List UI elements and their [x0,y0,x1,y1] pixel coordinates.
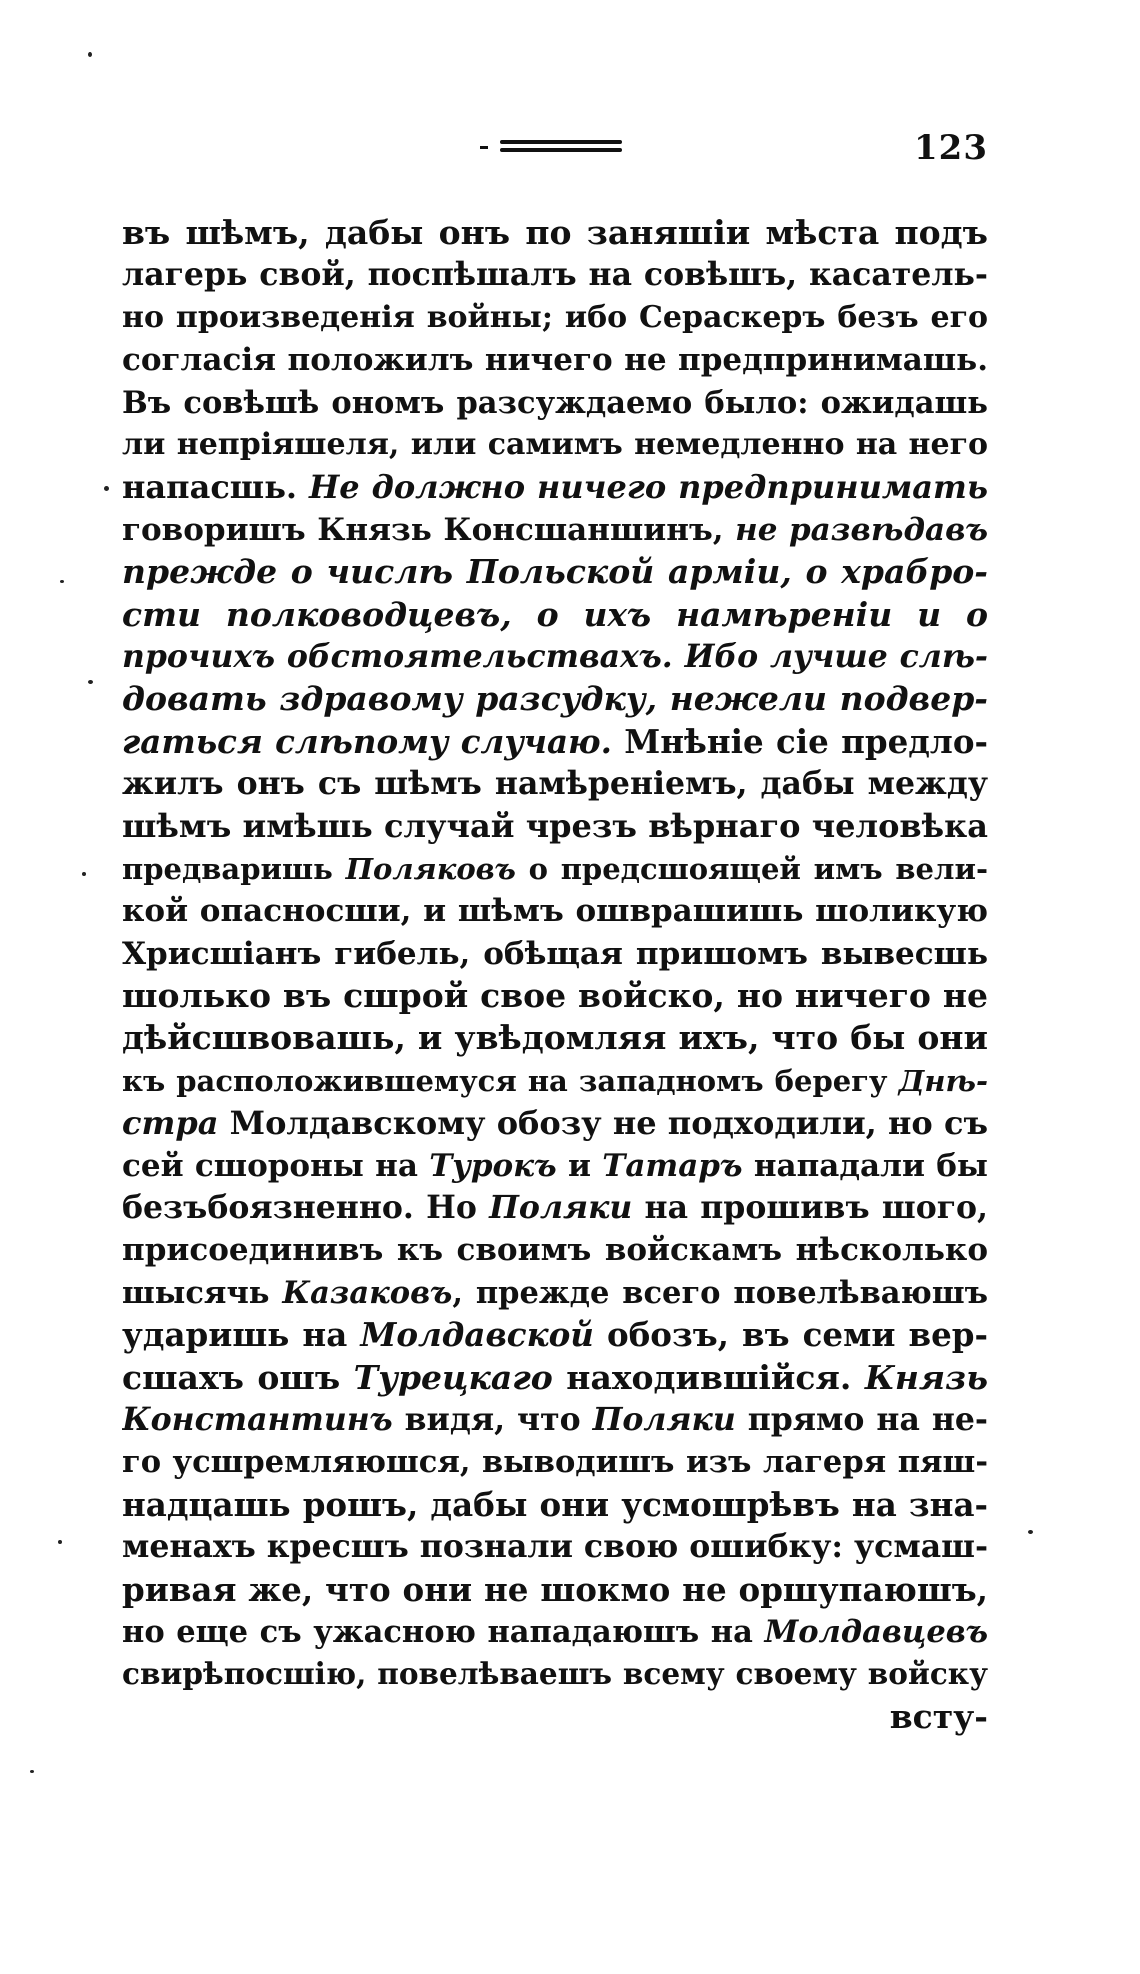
italic-text-run: Молдавской [360,1315,594,1355]
text-run: но произведенія войны; ибо Сераскеръ безъ его [122,299,988,335]
text-line [122,1569,988,1611]
text-run: но еще съ ужасною нападаюшъ на [122,1613,765,1650]
catchword: всту- [889,1696,988,1736]
text-run: дѣйсшвовашь, и увѣдомляя ихъ, что бы они [122,1018,988,1058]
text-line [122,890,988,932]
text-run: ривая же, что они не шокмо не оршупаюшъ, [122,1569,988,1609]
text-line [122,1441,988,1483]
text-line [122,297,988,339]
text-run: кой опасносши, и шѣмъ ошврашишь шоликую [122,893,988,930]
text-line [122,1272,988,1314]
page-header [0,128,1140,168]
italic-text-run: Поляковъ [345,851,516,886]
text-line [122,1017,988,1059]
text-run: , прежде всего повелѣваюшъ [452,1274,988,1311]
text-run: менахъ кресшъ познали свою ошибку: усмаш- [122,1528,988,1566]
page-number: 123 [914,128,988,168]
text-run: нападали бы [742,1147,988,1184]
text-run: надцашь рошъ, дабы они усмошрѣвъ на зна- [122,1484,988,1524]
text-run: сшахъ ошъ [122,1357,354,1397]
margin-speck [88,52,92,57]
text-line [122,254,988,296]
italic-text-run: гаться слѣпому случаю. [122,721,612,761]
text-run: шолько въ сшрой свое войско, но ничего не [122,976,988,1016]
text-run: въ шѣмъ, дабы онъ по заняшіи мѣста подъ [122,213,988,252]
text-run: сей сшороны на [122,1147,430,1184]
header-ornament-rule [500,140,622,154]
text-run: лагерь свой, поспѣшалъ на совѣшъ, касатель- [122,256,988,294]
text-run: говоришъ Князь Консшаншинъ, [122,511,736,548]
text-line [122,805,988,847]
text-line [122,551,988,593]
italic-text-run: сти полководцевъ, о ихъ намѣреніи и о [122,594,988,634]
italic-text-run: Не должно ничего предпринимать [309,468,988,507]
text-line [122,1145,988,1187]
text-line [122,1526,988,1568]
text-line [122,424,988,466]
margin-speck [60,580,64,583]
italic-text-run: довать здравому разсудку, нежели подвер- [122,679,988,719]
text-line [122,1102,988,1144]
text-run: ударишь на [122,1315,361,1355]
text-run: предваришь [122,851,346,886]
text-line [122,678,988,720]
text-run: и [556,1147,603,1184]
text-line [122,466,988,508]
italic-text-run: прочихъ обстоятельствахъ. Ибо лучше слѣ- [122,637,988,675]
margin-speck [58,1540,62,1544]
italic-text-run: прежде о числѣ Польской арміи, о храбро- [122,552,988,592]
text-run: жилъ онъ съ шѣмъ намѣреніемъ, дабы между [122,765,988,803]
text-line [122,509,988,551]
margin-speck [88,680,93,684]
text-run: Въ совѣшѣ ономъ разсуждаемо было: ожидашь [122,384,988,421]
text-run: находившійся. [552,1357,865,1397]
italic-text-run: Константинъ [122,1400,393,1438]
text-line [122,933,988,975]
italic-text-run: Днѣ- [898,1063,988,1098]
text-run: на прошивъ шого, [632,1188,988,1226]
text-run: прямо на не- [735,1400,988,1438]
text-line [122,1399,988,1441]
text-line [122,636,988,678]
italic-text-run: Татаръ [602,1147,743,1184]
italic-text-run: Турецкаго [353,1357,553,1397]
text-line [122,975,988,1017]
italic-text-run: Молдавцевъ [764,1613,988,1650]
text-line [122,1611,988,1653]
text-run: безъбоязненно. Но [122,1188,490,1226]
text-line [122,1187,988,1229]
italic-text-run: Князь [864,1357,988,1397]
text-run: го усшремляюшся, выводишъ изъ лагеря пяш- [122,1444,988,1481]
text-run: обозъ, въ семи вер- [593,1315,988,1355]
text-run: о предсшоящей имъ вели- [515,851,988,886]
text-run: присоединивъ къ своимъ войскамъ нѣсколько [122,1232,988,1269]
text-run: видя, что [392,1400,593,1438]
text-line [122,1357,988,1399]
italic-text-run: не развѣдавъ [735,511,988,548]
text-run: свирѣпосшію, повелѣваешъ всему своему войску [122,1656,988,1692]
text-line [122,1060,988,1102]
text-run: шысячь [122,1274,283,1311]
text-line [122,721,988,763]
margin-speck [82,872,86,876]
text-run: согласія положилъ ничего не предпринимашь. [122,342,988,379]
text-line [122,382,988,424]
text-line [122,1229,988,1271]
text-line [122,1484,988,1526]
italic-text-run: Турокъ [429,1147,557,1184]
italic-text-run: Казаковъ [282,1274,453,1311]
text-line [122,763,988,805]
text-run: Хрисшіанъ гибель, обѣщая пришомъ вывесшь [122,935,988,972]
italic-text-run: Поляки [489,1188,633,1226]
text-run: напасшь. [122,468,310,507]
text-line [122,1653,988,1695]
body-text [122,212,988,1738]
text-run: Мнѣніе сіе предло- [611,721,988,761]
text-run: ли непріяшеля, или самимъ немедленно на него [122,426,988,462]
text-line [122,212,988,254]
text-line [122,339,988,381]
text-line [122,1314,988,1356]
header-ornament-dash [480,146,488,149]
margin-speck [104,486,109,491]
text-line [122,594,988,636]
text-line [122,848,988,890]
margin-speck [1028,1530,1033,1534]
text-run: шѣмъ имѣшь случай чрезъ вѣрнаго человѣка [122,807,988,846]
italic-text-run: стра [122,1104,219,1143]
italic-text-run: Поляки [592,1400,736,1438]
text-run: Молдавскому обозу не подходили, но съ [218,1104,988,1143]
text-run: къ расположившемуся на западномъ берегу [122,1063,899,1098]
margin-speck [30,1770,34,1773]
